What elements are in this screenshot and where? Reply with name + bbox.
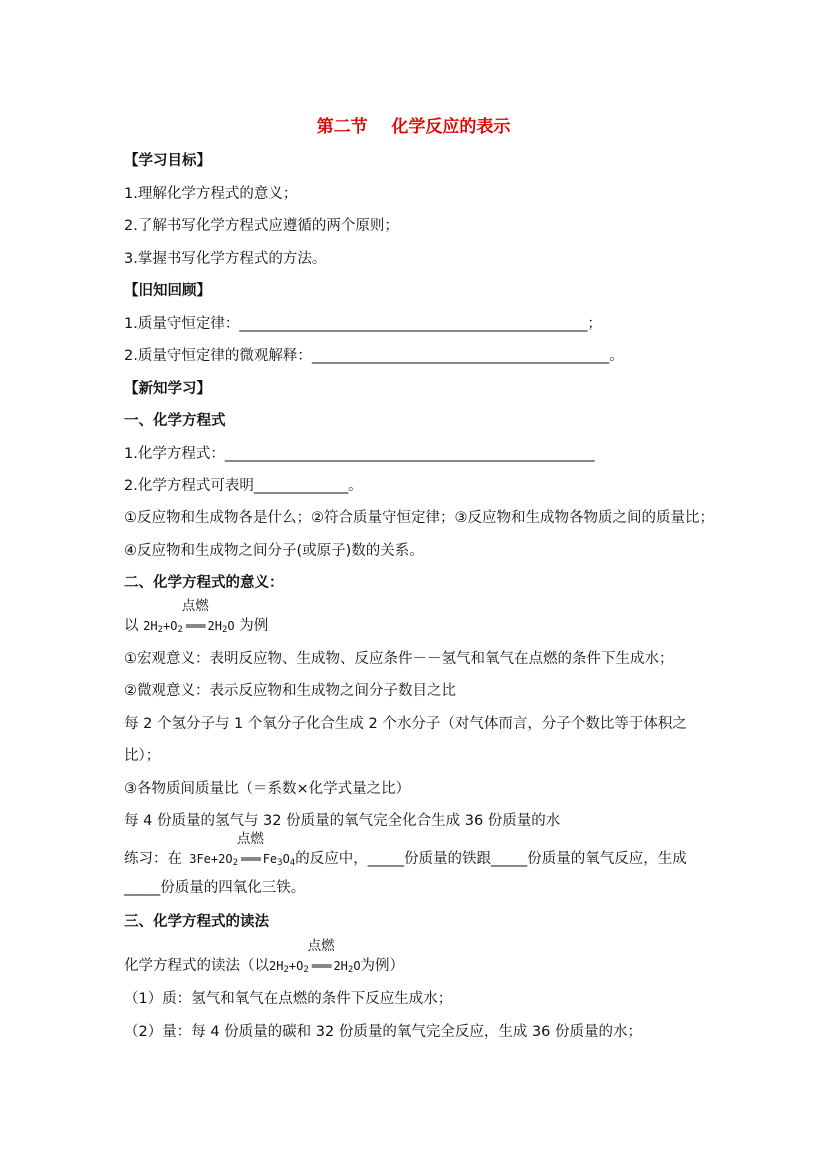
chemical-equation: $2H_2+O_2$	[143, 619, 183, 635]
review-item: 2.质量守恒定律的微观解释：_________________________________________。	[124, 348, 624, 364]
chemical-equation: $2H_2+O_2$	[269, 959, 309, 975]
reading-quantity: （2）量：每 4 份质量的碳和 32 份质量的氧气完全反应，生成 36 份质量的水；	[124, 1024, 643, 1040]
equation-points: ④反应物和生成物之间分子(或原子)数的关系。	[124, 543, 424, 559]
reaction-condition: 点燃 ═══	[236, 831, 264, 866]
reading-suffix: 为例）	[360, 958, 405, 974]
example-prefix: 以	[124, 618, 139, 634]
example-suffix: 为例	[239, 618, 269, 634]
equation-definition: 1.化学方程式：___________________________________________________	[124, 446, 595, 462]
reaction-condition: 点燃 ═══	[307, 938, 335, 973]
review-heading: 【旧知回顾】	[124, 283, 211, 299]
macro-meaning: ①宏观意义：表明反应物、生成物、反应条件－－氢气和氧气在点燃的条件下生成水；	[124, 651, 674, 667]
reading-quality: （1）质：氢气和氧气在点燃的条件下反应生成水；	[124, 991, 453, 1007]
condition-label: 点燃	[236, 831, 264, 847]
objective-item: 1.理解化学方程式的意义；	[124, 186, 298, 202]
mass-meaning: ③各物质间质量比（＝系数×化学式量之比）	[124, 781, 411, 797]
example-equation-line: 以 $2H_2+O_2$ 点燃 ═══ $2H_2O$ 为例	[124, 598, 269, 635]
practice-prefix: 练习：在	[124, 851, 182, 867]
page-title: 第二节 化学反应的表示	[316, 117, 511, 137]
practice-end: _____份质量的四氧化三铁。	[124, 880, 306, 896]
section-heading: 三、化学方程式的读法	[124, 914, 269, 930]
equation-shows: 2.化学方程式可表明_____________。	[124, 478, 363, 494]
micro-detail: 比）；	[124, 748, 161, 764]
reaction-condition: 点燃 ═══	[181, 598, 209, 633]
chemical-equation: $3Fe+2O_2$	[182, 852, 238, 868]
reading-prefix: 化学方程式的读法（以	[124, 958, 269, 974]
micro-detail: 每 2 个氢分子与 1 个氧分子化合生成 2 个水分子（对气体而言，分子个数比等于体积之	[124, 716, 687, 732]
practice-text: 的反应中，_____份质量的铁跟_____份质量的氧气反应，生成	[295, 851, 687, 867]
section-heading: 一、化学方程式	[124, 413, 226, 429]
objectives-heading: 【学习目标】	[124, 153, 211, 169]
review-item: 1.质量守恒定律：________________________________________________；	[124, 316, 602, 332]
section-heading: 二、化学方程式的意义：	[124, 575, 284, 591]
objective-item: 2.了解书写化学方程式应遵循的两个原则；	[124, 218, 399, 234]
mass-detail: 每 4 份质量的氢气与 32 份质量的氧气完全化合生成 36 份质量的水	[124, 813, 561, 829]
condition-label: 点燃	[181, 598, 209, 614]
reading-intro: 化学方程式的读法（以$2H_2+O_2$ 点燃 ═══ $2H_2O$为例）	[124, 938, 405, 975]
micro-meaning: ②微观意义：表示反应物和生成物之间分子数目之比	[124, 683, 456, 699]
condition-label: 点燃	[307, 938, 335, 954]
equation-points: ①反应物和生成物各是什么；②符合质量守恒定律；③反应物和生成物各物质之间的质量比；	[124, 510, 714, 526]
practice-line: 练习：在 $3Fe+2O_2$ 点燃 ═══ $Fe_3O_4$的反应中，_____份质量的铁跟_____份质量的氧气反应，生成	[124, 831, 687, 868]
objective-item: 3.掌握书写化学方程式的方法。	[124, 251, 327, 267]
new-learning-heading: 【新知学习】	[124, 381, 211, 397]
